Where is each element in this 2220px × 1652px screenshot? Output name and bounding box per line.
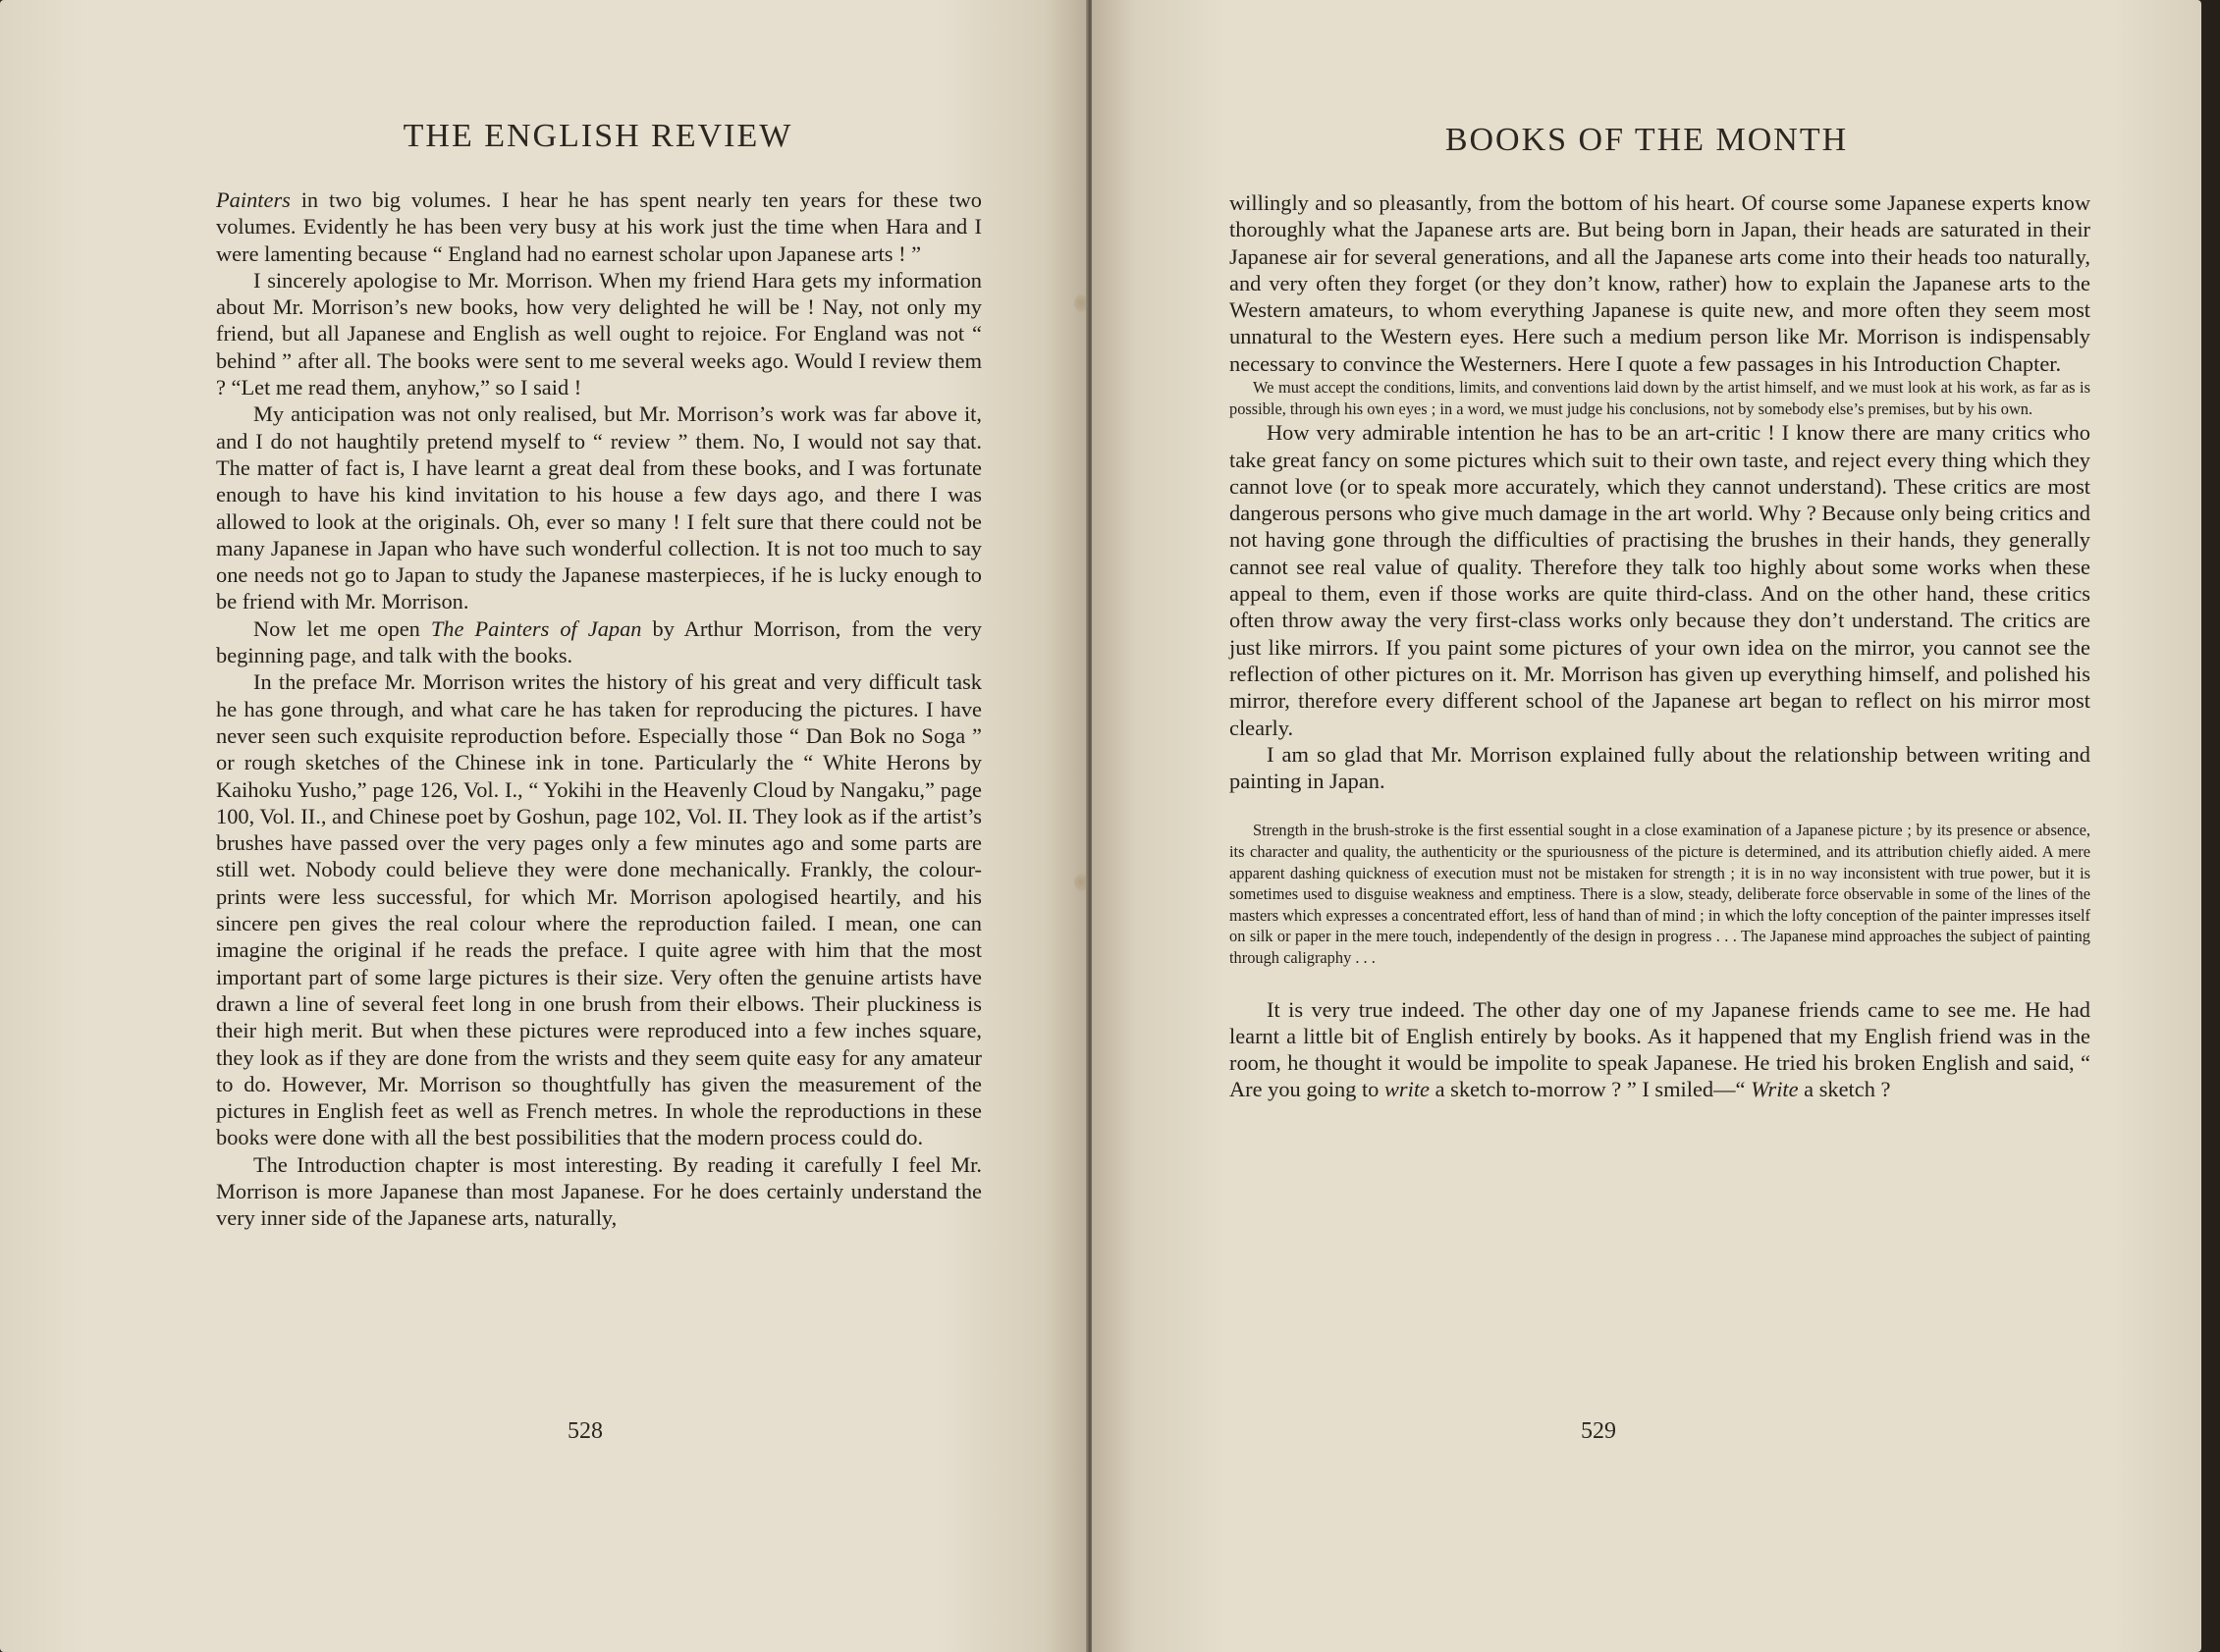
book-title: The Painters of Japan (430, 615, 642, 641)
left-page-body (216, 187, 982, 1232)
page-number-left: 528 (568, 1418, 603, 1444)
paragraph: Painters in two big volumes. I hear he has spent nearly ten years for these two volumes. Evidently he has been very busy at his work just the time when Hara and I were lamenting because “ England had no earnest scholar upon Japanese arts ! ” (216, 187, 982, 266)
paragraph: My anticipation was not only realised, but Mr. Morrison’s work was far above it, and I do not haughtily pretend myself to “ review ” them. No, I would not say that. The matter of fact is, I have learnt a great deal from these books, and I was fortunate enough to have his kind invitation to his house a few days ago, and there I was allowed to look at the originals. Oh, ever so many ! I felt sure that there could not be many Japanese in Japan who have such wonderful collection. It is not too much to say one needs not go to Japan to study the Japanese masterpieces, if he is lucky enough to be friend with Mr. Morrison. (216, 401, 982, 614)
page-number-right: 529 (1581, 1418, 1616, 1444)
running-head-left: THE ENGLISH REVIEW (403, 118, 793, 154)
paragraph: It is very true indeed. The other day one of my Japanese friends came to see me. He had learnt a little bit of English entirely by books. As it happened that my English friend was in the room, he thought it would be impolite to speak Japanese. He tried his broken English and said, “ Are you going to write a sketch to-morrow ? ” I smiled—“ Write a sketch ? (1229, 996, 2090, 1102)
running-head-right: BOOKS OF THE MONTH (1444, 122, 1849, 158)
block-quote: Strength in the brush-stroke is the first essential sought in a close examination of a Japanese picture ; by its presence or absence, its character and quality, the authenticity or the spuriousness of the picture is determined, and its attribution chiefly aided. A mere apparent dashing quickness of execution must not be mistaken for strength ; it is in no way inconsistent with true power, but it is sometimes used to disguise weakness and emptiness. There is a slow, steady, deliberate force observable in some of the lines of the masters which expresses a concentrated effort, less of hand than of mind ; in which the lofty conception of the painter impresses itself on silk or paper in the mere touch, independently of the design in progress . . . The Japanese mind approaches the subject of painting through caligraphy . . . (1229, 821, 2090, 967)
italic-word: write (1383, 1077, 1430, 1102)
paragraph: Now let me open The Painters of Japan by Arthur Morrison, from the very beginning page, and talk with the books. (216, 615, 983, 668)
paragraph: I sincerely apologise to Mr. Morrison. When my friend Hara gets my information about Mr. Morrison’s new books, how very delighted he will be ! Nay, not only my friend, but all Japanese and English as well ought to rejoice. For England was not “ behind ” after all. The books were sent to me several weeks ago. Would I review them ? “Let me read them, anyhow,” so I said ! (216, 267, 982, 400)
right-page-body (1229, 189, 2090, 1103)
block-quote: We must accept the conditions, limits, and conventions laid down by the artist himself, and we must look at his work, as far as is possible, through his own eyes ; in a word, we must judge his conclusions, not by somebody else’s premises, but by his own. (1229, 378, 2090, 418)
paragraph: The Introduction chapter is most interesting. By reading it carefully I feel Mr. Morrison is more Japanese than most Japanese. For he does certainly understand the very inner side of the Japanese arts, naturally, (216, 1151, 982, 1231)
paragraph: In the preface Mr. Morrison writes the history of his great and very difficult task he has gone through, and what care he has taken for reproducing the pictures. I have never seen such exquisite reproduction before. Especially those “ Dan Bok no Soga ” or rough sketches of the Chinese ink in tone. Particularly the “ White Herons by Kaihoku Yusho,” page 126, Vol. I., “ Yokihi in the Heavenly Cloud by Nangaku,” page 100, Vol. II., and Chinese poet by Goshun, page 102, Vol. II. They look as if the artist’s brushes have passed over the very pages only a few minutes ago and some parts are still wet. Nobody could believe they were done mechanically. Frankly, the colour-prints were less successful, for which Mr. Morrison apologised heartily, and his sincere pen gives the real colour where the reproduction failed. I mean, one can imagine the original if he reads the preface. I quite agree with him that the most important part of some large pictures is their size. Very often the genuine artists have drawn a line of several feet long in one brush from their elbows. Their pluckiness is their high merit. But when these pictures were reproduced into a few inches square, they look as if they are done from the wrists and they seem quite easy for any amateur to do. However, Mr. Morrison so thoughtfully has given the measurement of the pictures in English feet as well as French metres. In whole the reproductions in these books were done with all the best possibilities that the modern process could do. (216, 669, 982, 1150)
paragraph: I am so glad that Mr. Morrison explained fully about the relationship between writing and painting in Japan. (1229, 741, 2090, 794)
italic-word: Write (1751, 1077, 1799, 1102)
page-edge-shadow (2201, 0, 2220, 1652)
italic-word: Painters (216, 187, 291, 212)
right-page (1092, 0, 2201, 1652)
paragraph: How very admirable intention he has to be an art-critic ! I know there are many critics who take great fancy on some pictures which suit to their own taste, and reject every thing which they cannot love (or to speak more accurately, which they cannot understand). These critics are most dangerous persons who give much damage in the art world. Why ? Because only being critics and not having gone through the difficulties of practising the brushes in their hands, they generally cannot see real value of quality. Therefore they talk too highly about some works when these appeal to them, even if those works are quite third-class. And on the other hand, these critics often throw away the very first-class works only because they don’t understand. The critics are just like mirrors. If you paint some pictures of your own idea on the mirror, you cannot see the reflection of other pictures on it. Mr. Morrison has given up everything himself, and polished his mirror, therefore every different school of the Japanese art began to reflect on his mirror most clearly. (1229, 420, 2090, 740)
left-page (0, 0, 1088, 1652)
paragraph: willingly and so pleasantly, from the bottom of his heart. Of course some Japanese experts know thoroughly what the Japanese arts are. But being born in Japan, their heads are saturated in their Japanese air for several generations, and all the Japanese arts come into their heads too naturally, and very often they forget (or they don’t know, rather) how to explain the Japanese arts to the Western amateurs, to whom everything Japanese is quite new, and more often they seem most unnatural to the Western eyes. Here such a medium person like Mr. Morrison is indispensably necessary to convince the Westerners. Here I quote a few passages in his Introduction Chapter. (1229, 190, 2090, 376)
